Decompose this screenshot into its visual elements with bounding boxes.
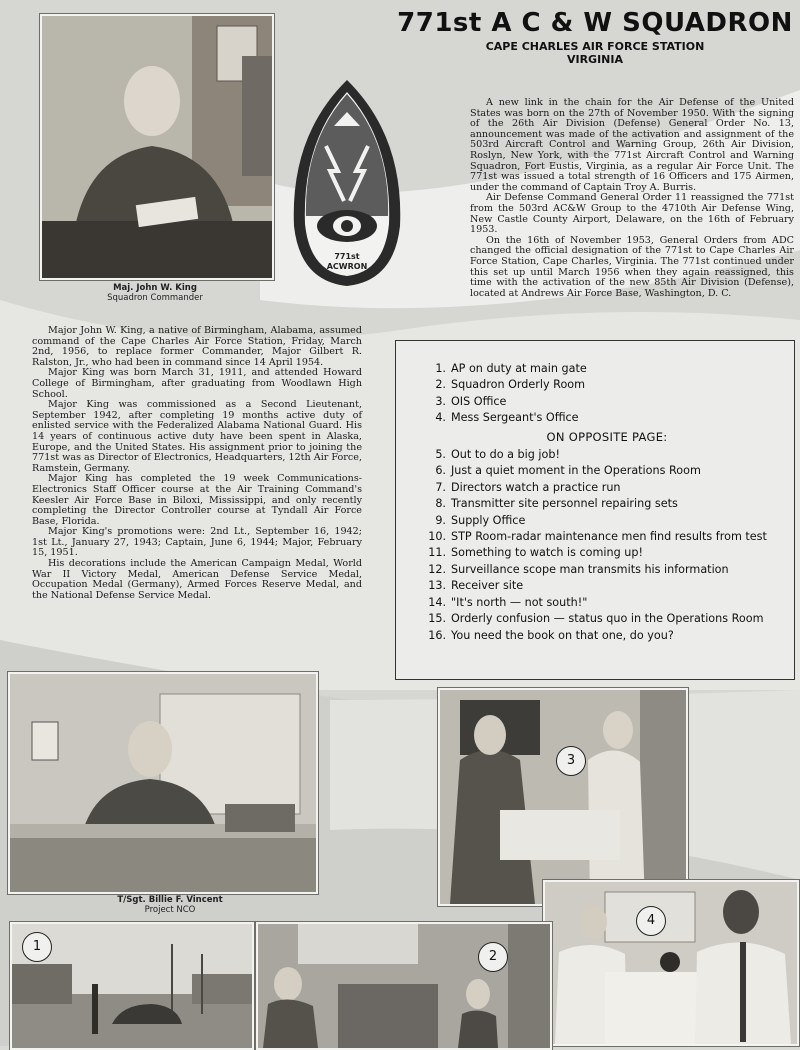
nco-caption-role: Project NCO (144, 905, 196, 915)
photo-4-mess-sergeant-office (543, 880, 799, 1046)
list-item: 14. "It's north — not south!" (428, 595, 588, 609)
history-paragraph: Air Defense Command General Order 11 reassigned the 771st from the 503rd AC&W Group to the 4710th Air Defense Wing, New Castle County Airport, Delaware, on the 16th of February 1953. (470, 192, 794, 236)
nco-caption-name: T/Sgt. Billie F. Vincent (117, 895, 223, 905)
state-name: VIRGINIA (566, 53, 623, 66)
nco-photo (8, 672, 318, 894)
bio-paragraph: Major King has completed the 19 week Communications-Electronics Staff Officer course at the Air Training Command's Keesler Air Force Base in Biloxi, Mississippi, and only recently completing the Director Controller course at Tyndall Air Force Base, Florida. (32, 473, 362, 527)
bio-paragraph: Major King was commissioned as a Second Lieutenant, September 1942, after completing 19 months active duty of enlisted service with the Federalized Alabama National Guard. His 14 years of continuous active duty have been spent in Alaska, Europe, and the United States. His assignment prior to joining the 771st was as Director of Electronics, Headquarters, 12th Air Force, Ramstein, Germany. (32, 399, 362, 474)
caption-list-bottom (428, 447, 786, 644)
photo-badge-2: 2 (478, 942, 508, 972)
commander-photo (40, 14, 274, 280)
list-item: 4. Mess Sergeant's Office (435, 411, 579, 425)
photo-badge-3: 3 (556, 746, 586, 776)
commander-biography (32, 326, 362, 601)
bio-paragraph: Major King was born March 31, 1911, and attended Howard College of Birmingham, after graduating from Woodlawn High School. (32, 367, 362, 400)
photo-badge-1: 1 (22, 932, 52, 962)
page-title: 771st A C & W SQUADRON (397, 8, 793, 38)
history-paragraph: A new link in the chain for the Air Defense of the United States was born on the 27th of November 1950. With the signing of the 26th Air Division (Defense) General Order No. 13, announcement was made of the activation and assignment of the 503rd Aircraft Control and Warning Group, 26th Air Division, Roslyn, New York, with the 771st Aircraft Control and Warning Squadron, Fort Eustis, Virginia, as a regular Air Force Unit. The 771st was issued a total strength of 16 Officers and 175 Airmen, under the command of Captain Troy A. Burris. (470, 97, 794, 193)
opposite-page-heading: ON OPPOSITE PAGE: (546, 429, 668, 444)
list-item: 13. Receiver site (428, 579, 524, 593)
list-item: 2. Squadron Orderly Room (435, 378, 586, 392)
squadron-history (470, 98, 794, 299)
list-item: 3. OIS Office (435, 394, 507, 408)
commander-caption-name: Maj. John W. King (113, 283, 197, 293)
commander-caption-role: Squadron Commander (107, 293, 203, 303)
list-item: 6. Just a quiet moment in the Operations Room (435, 464, 701, 478)
squadron-emblem (286, 76, 408, 290)
list-item: 16. You need the book on that one, do you? (428, 628, 674, 642)
bio-paragraph: Major King's promotions were: 2nd Lt., September 16, 1942; 1st Lt., January 27, 1943; Captain, June 6, 1944; Major, February 15, 1951. (32, 526, 362, 559)
photo-3-ois-office (438, 688, 688, 906)
list-item: 7. Directors watch a practice run (435, 480, 621, 494)
list-item: 8. Transmitter site personnel repairing sets (435, 497, 678, 511)
bio-paragraph: His decorations include the American Campaign Medal, World War II Victory Medal, American Defense Service Medal, Occupation Medal (Germany), Armed Forces Reserve Medal, and the National Defense Service Medal. (32, 558, 362, 601)
station-name: CAPE CHARLES AIR FORCE STATION (485, 40, 705, 53)
photo-2-orderly-room (256, 922, 552, 1050)
list-item: 10. STP Room-radar maintenance men find results from test (428, 530, 767, 544)
photo-badge-4: 4 (636, 906, 666, 936)
list-item: 9. Supply Office (435, 513, 526, 527)
list-item: 12. Surveillance scope man transmits his information (428, 562, 729, 576)
caption-list-top (428, 361, 786, 427)
bio-paragraph: Major John W. King, a native of Birmingham, Alabama, assumed command of the Cape Charles Air Force Station, Friday, March 2nd, 1956, to replace former Commander, Major Gilbert R. Ralston, Jr., who had been in command since 14 April 1954. (32, 325, 362, 368)
emblem-text: 771st ACWRON (326, 252, 368, 271)
history-paragraph: On the 16th of November 1953, General Orders from ADC changed the official designation of the 771st to Cape Charles Air Force Station, Cape Charles, Virginia. The 771st continued under this set up until March 1956 when they again reassigned, this time with the activation of the new 85th Air Division (Defense), located at Andrews Air Force Base, Washington, D. C. (470, 234, 794, 299)
photo-caption-list (395, 340, 795, 680)
list-item: 11. Something to watch is coming up! (428, 546, 643, 560)
list-item: 1. AP on duty at main gate (435, 362, 587, 375)
list-item: 15. Orderly confusion — status quo in the Operations Room (428, 612, 764, 626)
list-item: 5. Out to do a big job! (435, 448, 560, 462)
